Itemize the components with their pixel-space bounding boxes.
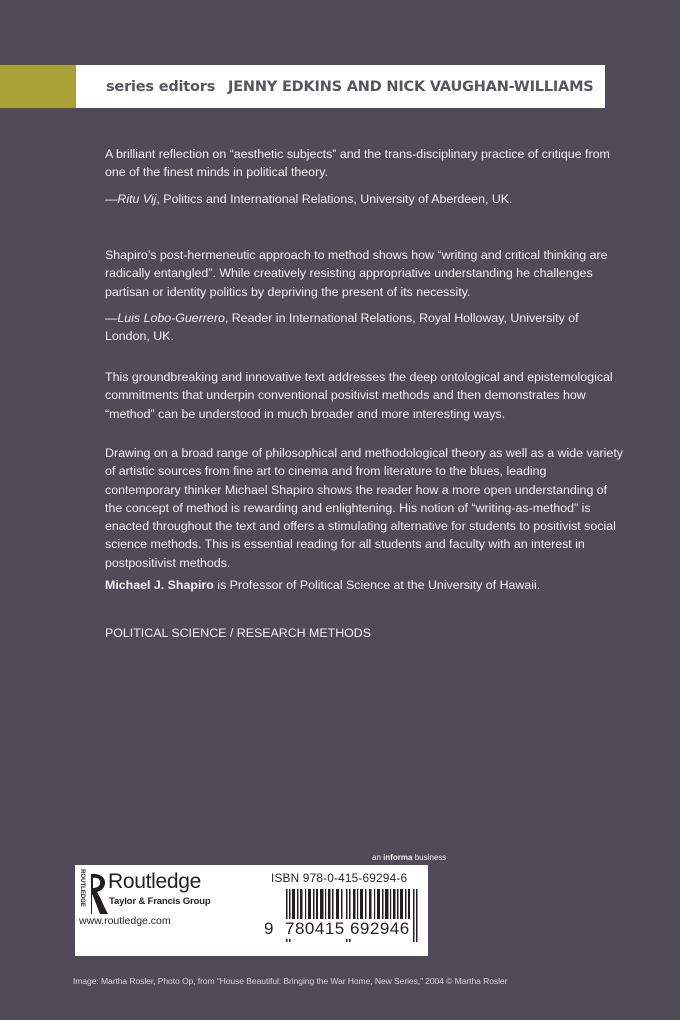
endorsement-attribution (105, 309, 625, 346)
description-paragraph-2 (105, 444, 625, 572)
series-editors-banner (76, 65, 605, 108)
author-bio (105, 576, 625, 594)
endorser-affiliation: , Reader in International Relations, Royal Holloway, University of London, UK. (105, 310, 579, 344)
isbn-label: ISBN 978-0-415-69294-6 (271, 871, 408, 885)
endorsement-1 (105, 145, 625, 208)
endorsement-quote: Shapiro’s post-hermeneutic approach to method shows how “writing and critical thinking are radically entangled”. While creatively resisting appropriative understanding he challenges partisan or identity politics by depriving the present of its necessity. (105, 248, 608, 299)
endorsement-attribution (105, 190, 625, 208)
publisher-name: Routledge (108, 870, 202, 893)
series-editors-names: JENNY EDKINS AND NICK VAUGHAN-WILLIAMS (228, 78, 594, 95)
barcode-first-digit: 9 (264, 919, 274, 938)
endorsement-quote: A brilliant reflection on “aesthetic subjects” and the trans-disciplinary practice of critique from one of the finest minds in political theory. (105, 147, 610, 180)
subject-category-text: POLITICAL SCIENCE / RESEARCH METHODS (105, 626, 371, 640)
author-name: Michael J. Shapiro (105, 578, 214, 592)
barcode-number: 780415 692946 (285, 919, 410, 938)
author-bio-text (105, 576, 625, 594)
dash: — (105, 191, 118, 206)
endorser-affiliation: , Politics and International Relations, University of Aberdeen, UK. (156, 191, 513, 206)
dash: — (105, 310, 118, 325)
publisher-url: www.routledge.com (79, 915, 171, 927)
routledge-vertical-text: ROUTLEDGE (78, 869, 85, 907)
endorser-name: Luis Lobo-Guerrero (117, 310, 225, 325)
series-accent-band (0, 65, 76, 108)
publisher-group: Taylor & Francis Group (109, 896, 211, 907)
endorsement-2 (105, 246, 625, 345)
series-editors-line (106, 79, 594, 95)
informa-tagline (372, 853, 446, 862)
informa-brand: informa (383, 853, 413, 862)
publisher-box (75, 865, 428, 956)
description-text: This groundbreaking and innovative text addresses the deep ontological and epistemological commitments that underpin conventional positivist methods and then demonstrates how “method” can be understood in much broader and more interesting ways. (105, 370, 613, 421)
endorser-name: Ritu Vij (117, 191, 157, 206)
series-editors-label: series editors (106, 78, 216, 95)
description-text: Drawing on a broad range of philosophical and methodological theory as well as a wide variety of artistic sources from fine art to cinema and from literature to the blues, leading contemporary thinker Michael Shapiro shows the reader how a more open understanding of the concept of method is rewarding and enlightening. His notion of “writing-as-method” is enacted throughout the text and offers a stimulating alternative for students to positivist social science methods. This is essential reading for all students and faculty with an interest in postpositivist methods. (105, 446, 623, 570)
author-bio-description: is Professor of Political Science at the University of Hawaii. (213, 578, 541, 592)
subject-category (105, 624, 625, 642)
informa-prefix: an (372, 853, 384, 862)
routledge-logo-icon (83, 872, 109, 916)
description-paragraph-1 (105, 368, 625, 423)
image-credit: Image: Martha Rosler, Photo Op, from “House Beautiful: Bringing the War Home, New Series,” 2004 © Martha Rosler (73, 976, 508, 986)
informa-suffix: business (412, 853, 447, 862)
